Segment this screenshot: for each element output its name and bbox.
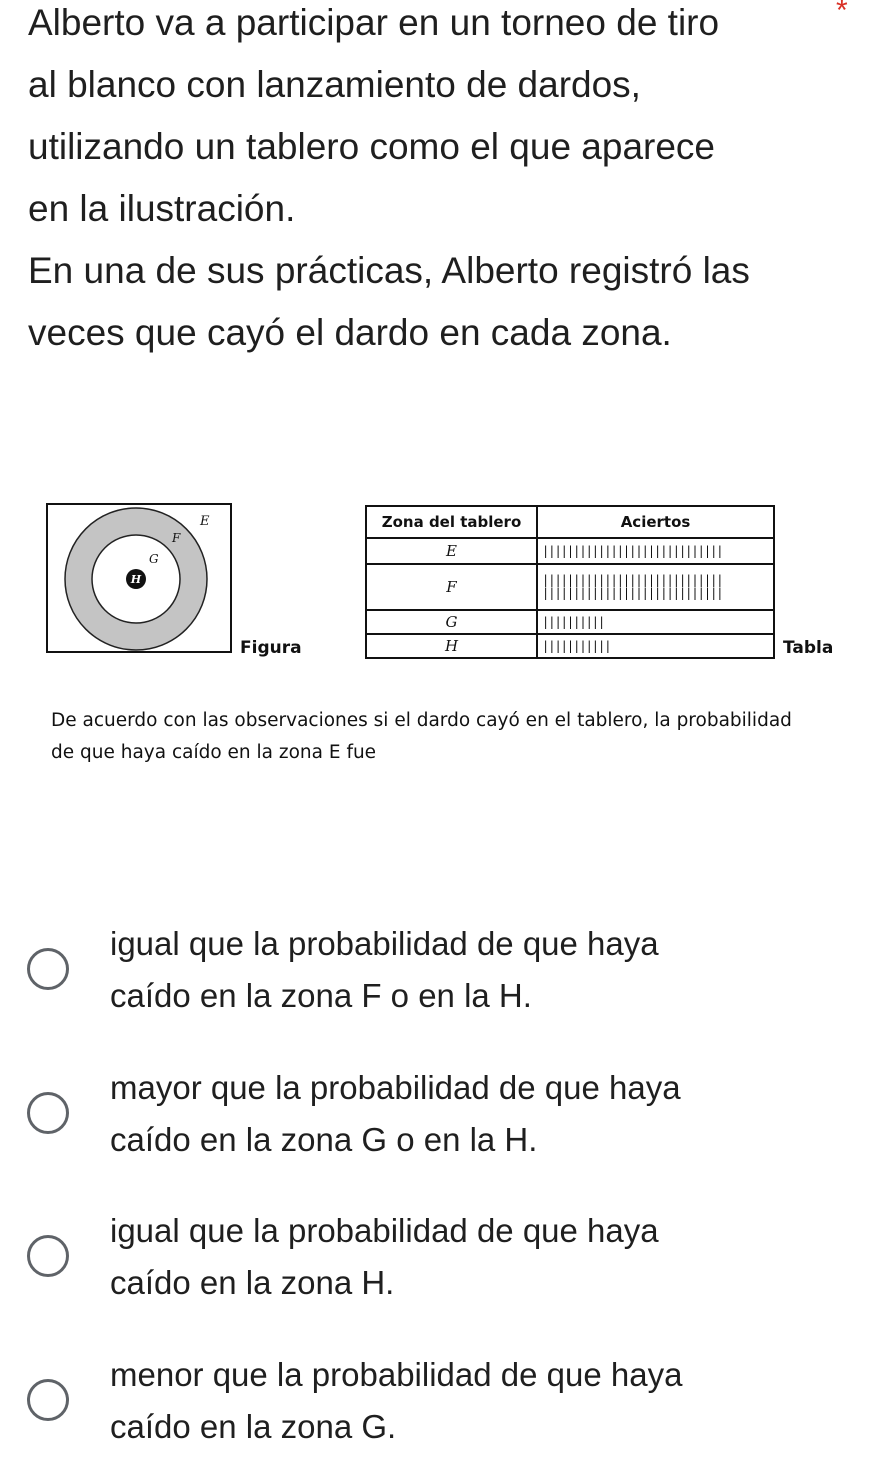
header-hits: Aciertos <box>537 506 774 538</box>
option-1[interactable] <box>0 918 870 1038</box>
option-3[interactable] <box>0 1205 870 1325</box>
sub-question-text: De acuerdo con las observaciones si el dardo cayó en el tablero, la probabilidad de que haya caído en la zona E fue <box>51 710 792 763</box>
header-zone: Zona del tablero <box>366 506 537 538</box>
hits-cell-h <box>537 634 774 658</box>
required-asterisk: * <box>836 0 848 27</box>
dartboard-figure <box>46 503 232 653</box>
tally-h: ||||||||||| <box>542 638 611 653</box>
option-3-line-2: caído en la zona H. <box>110 1264 395 1301</box>
tally-f-line-1: ||||||||||||||||||||||||||||| <box>542 573 723 587</box>
question-line-4: en la ilustración. <box>28 188 296 229</box>
option-2[interactable] <box>0 1062 870 1182</box>
hits-cell-g <box>537 610 774 634</box>
label-zone-h: H <box>130 573 142 586</box>
option-4-label[interactable] <box>110 1349 810 1453</box>
table-row-f <box>366 564 774 610</box>
option-2-line-2: caído en la zona G o en la H. <box>110 1121 538 1158</box>
tally-g: |||||||||| <box>542 614 605 629</box>
tally-f-line-2: ||||||||||||||||||||||||||||| <box>542 586 723 600</box>
table-header-row <box>366 506 774 538</box>
question-line-1: Alberto va a participar en un torneo de tiro <box>28 2 720 43</box>
table-row-e <box>366 538 774 564</box>
option-2-label[interactable] <box>110 1062 810 1166</box>
hits-cell-e <box>537 538 774 564</box>
radio-circle-icon[interactable] <box>27 948 69 990</box>
question-line-2: al blanco con lanzamiento de dardos, <box>28 64 641 105</box>
option-4[interactable] <box>0 1349 870 1469</box>
zone-cell-e: E <box>366 538 537 564</box>
option-1-line-1: igual que la probabilidad de que haya <box>110 925 659 962</box>
tally-e: ||||||||||||||||||||||||||||| <box>542 543 723 558</box>
zone-cell-h: H <box>366 634 537 658</box>
question-line-3: utilizando un tablero como el que aparece <box>28 126 716 167</box>
table-caption: Tabla <box>783 638 834 658</box>
zone-cell-f: F <box>366 564 537 610</box>
option-4-line-1: menor que la probabilidad de que haya <box>110 1356 683 1393</box>
label-zone-e: E <box>200 514 210 529</box>
question-text <box>28 0 838 364</box>
dartboard-drawing <box>48 505 230 651</box>
radio-circle-icon[interactable] <box>27 1379 69 1421</box>
option-1-line-2: caído en la zona F o en la H. <box>110 977 532 1014</box>
radio-circle-icon[interactable] <box>27 1092 69 1134</box>
table-row-g <box>366 610 774 634</box>
question-line-5: En una de sus prácticas, Alberto registró las <box>28 250 750 291</box>
tally-table <box>365 505 775 659</box>
question-line-6: veces que cayó el dardo en cada zona. <box>28 312 672 353</box>
zone-cell-g: G <box>366 610 537 634</box>
table-row-h <box>366 634 774 658</box>
option-1-label[interactable] <box>110 918 810 1022</box>
figure-caption: Figura <box>240 638 302 658</box>
label-zone-f: F <box>172 531 181 545</box>
label-zone-g: G <box>149 552 159 566</box>
hits-cell-f <box>537 564 774 610</box>
option-3-label[interactable] <box>110 1205 810 1309</box>
radio-circle-icon[interactable] <box>27 1235 69 1277</box>
option-2-line-1: mayor que la probabilidad de que haya <box>110 1069 681 1106</box>
option-3-line-1: igual que la probabilidad de que haya <box>110 1212 659 1249</box>
option-4-line-2: caído en la zona G. <box>110 1408 397 1445</box>
